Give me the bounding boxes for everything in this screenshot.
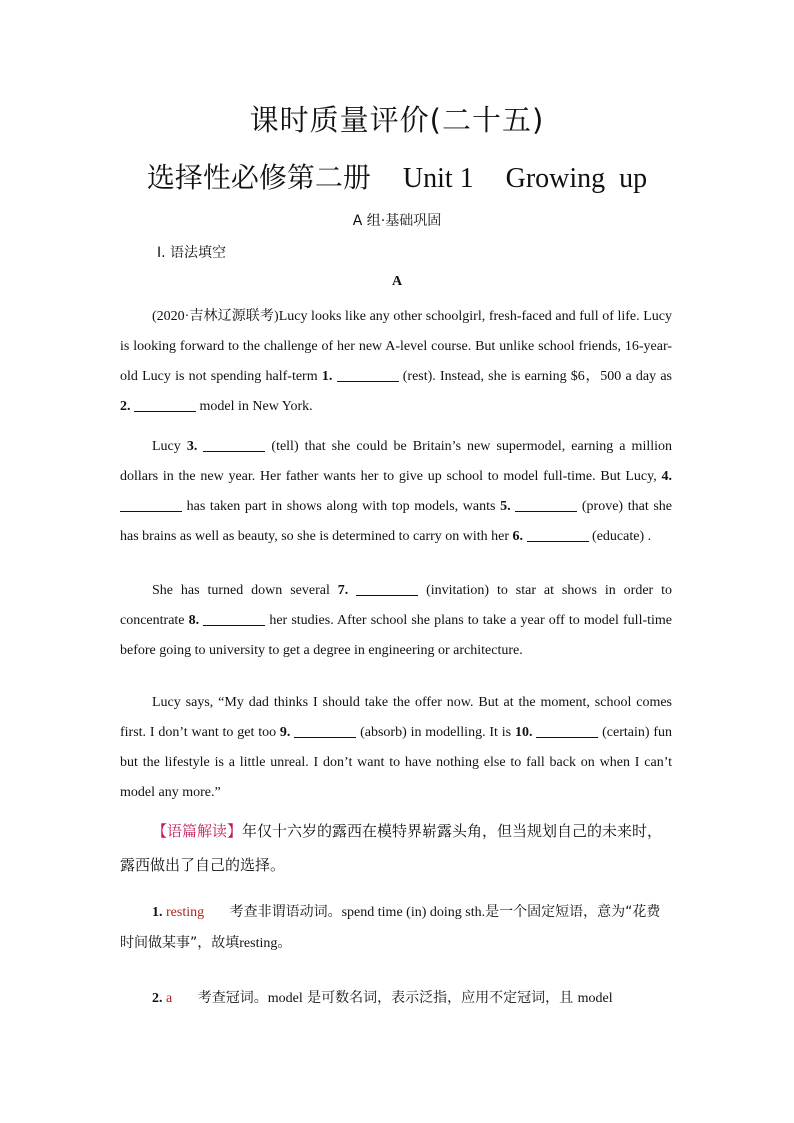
passage-text: Lucy — [152, 439, 187, 454]
passage-text: Lucy says, “My dad thinks I should take the offer now. But at the moment, school comes first. I don’t want to get too — [120, 695, 672, 740]
blank-6[interactable] — [527, 527, 589, 542]
answer-phrase-1: spend time (in) doing sth. — [341, 905, 486, 920]
answer-explain-1a: 考查非谓语动词。 — [229, 904, 342, 920]
passage-paragraph-2 — [120, 432, 672, 552]
blank-number-4: 4. — [661, 469, 672, 484]
section-label: Ⅰ. 语法填空 — [157, 245, 227, 261]
passage-text: model in New York. — [196, 399, 313, 414]
source-open: (2020· — [152, 309, 190, 324]
passage-label: A — [391, 274, 403, 289]
subtitle-unit: Unit 1 — [402, 163, 474, 194]
blank-3[interactable] — [203, 437, 265, 452]
blank-number-10: 10. — [514, 725, 533, 740]
blank-9[interactable] — [294, 723, 356, 738]
blank-10[interactable] — [536, 723, 598, 738]
source-name: 吉林辽源联考 — [189, 308, 275, 324]
answer-word-2: model — [267, 991, 303, 1006]
answer-word-2b: model — [577, 991, 613, 1006]
passage-text: (educate) . — [588, 529, 652, 544]
blank-7[interactable] — [356, 581, 418, 596]
blank-2[interactable] — [134, 397, 196, 412]
answer-value-1: resting — [166, 905, 205, 920]
blank-5[interactable] — [515, 497, 577, 512]
passage-text: (certain) fun but the lifestyle is a little unreal. I don’t want to have nothing else to fall back on when I can’t model any more.” — [120, 725, 673, 800]
answer-end-1: 。 — [277, 935, 292, 951]
blank-4[interactable] — [120, 497, 182, 512]
blank-number-8: 8. — [188, 613, 200, 628]
passage-text: (invitation) to star at shows in order to concentrate — [120, 583, 672, 628]
blank-number-9: 9. — [279, 725, 291, 740]
subtitle-topic: Growing up — [505, 163, 648, 194]
passage-text: has taken part in shows along with top models, wants — [182, 499, 501, 514]
passage-paragraph-1 — [120, 301, 672, 422]
group-label: A 组·基础巩固 — [352, 213, 442, 229]
answer-explain-1b: 是一个固定短语，意为“花费时间做某事”，故填 — [120, 904, 661, 951]
analysis-tag: 【语篇解读】 — [152, 822, 243, 840]
passage-text: (rest). Instead, she is earning $6，500 a day as — [398, 369, 672, 384]
blank-1[interactable] — [337, 367, 399, 382]
blank-number-1: 1. — [321, 369, 333, 384]
page-title: 课时质量评价(二十五) — [249, 103, 545, 137]
passage-text: (absorb) in modelling. It is — [356, 725, 515, 740]
answer-1 — [120, 897, 672, 959]
subtitle-book: 选择性必修第二册 — [146, 161, 371, 194]
passage-text: (tell) that she could be Britain’s new supermodel, earning a million dollars in the new year. Her father wants her to give up school to model full-time. But Lucy, — [120, 439, 673, 484]
passage-analysis — [120, 814, 672, 882]
page-subtitle — [0, 156, 794, 196]
analysis-text: 年仅十六岁的露西在模特界崭露头角，但当规划自己的未来时，露西做出了自己的选择。 — [120, 822, 663, 874]
answer-explain-2a: 考查冠词。 — [197, 990, 268, 1006]
answer-2 — [120, 983, 672, 1014]
blank-number-5: 5. — [500, 499, 511, 514]
blank-number-3: 3. — [186, 439, 198, 454]
source-close: ) — [274, 309, 279, 324]
answer-explain-2b: 是可数名词，表示泛指，应用不定冠词，且 — [302, 990, 578, 1006]
answer-number-2: 2. — [152, 991, 163, 1006]
passage-text: Lucy looks like any other schoolgirl, fresh-faced and full of life. Lucy is looking forward to the challenge of her new A-level course. But unlike school friends, 16-year-old Lucy is not spending half-term — [120, 309, 673, 384]
answer-fill-1: resting — [239, 936, 278, 951]
passage-text: (prove) that she has brains as well as beauty, so she is determined to carry on with her — [120, 499, 673, 544]
passage-paragraph-4 — [120, 688, 672, 808]
blank-8[interactable] — [203, 611, 265, 626]
blank-number-2: 2. — [120, 399, 131, 414]
answer-value-2: a — [166, 991, 173, 1006]
blank-number-6: 6. — [512, 529, 524, 544]
blank-number-7: 7. — [337, 583, 349, 598]
passage-text: She has turned down several — [152, 583, 338, 598]
passage-paragraph-3 — [120, 576, 672, 666]
answer-number-1: 1. — [152, 905, 163, 920]
passage-text: her studies. After school she plans to take a year off to model full-time before going to university to get a degree in engineering or architecture. — [120, 613, 672, 658]
